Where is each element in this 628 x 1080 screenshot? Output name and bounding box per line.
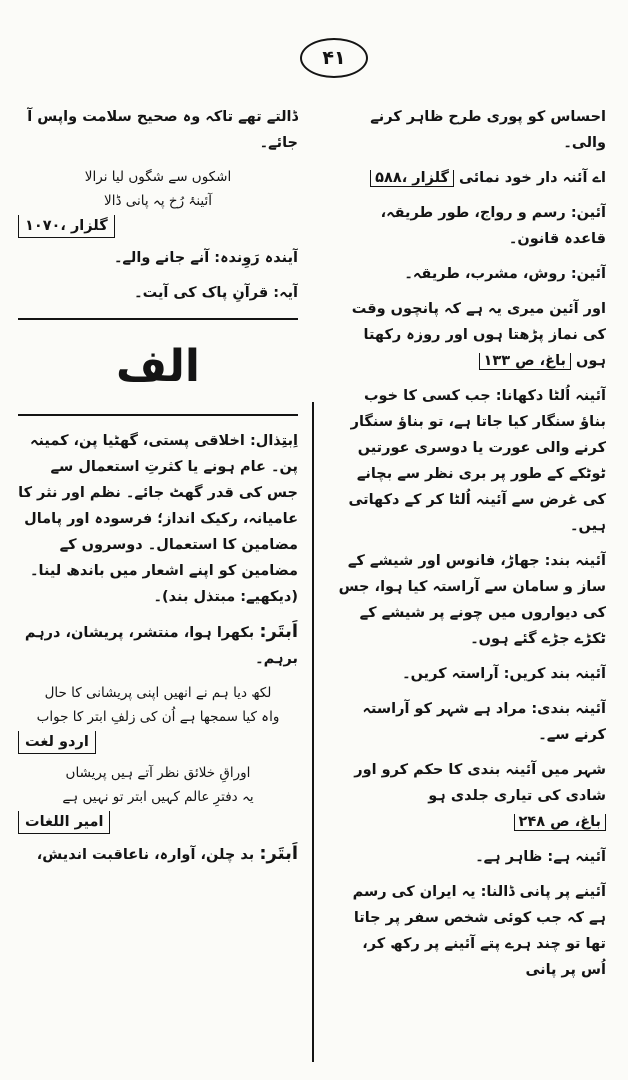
entry: [338, 661, 606, 687]
headword: آئین:: [570, 266, 606, 282]
entry-text: احساس کو پوری طرح ظاہر کرنے والی۔: [370, 109, 606, 151]
entry: [338, 844, 606, 870]
definition: جھاڑ، فانوس اور شیشے کے ساز و سامان سے آراستہ کیا ہوا، جس کی دیواروں میں چونے پر شیشے کے ٹکڑے جڑے گئے ہوں۔: [338, 553, 606, 647]
headword: آئین:: [570, 205, 606, 221]
section-rule: [18, 318, 298, 320]
entry: [338, 879, 606, 983]
verse-reference: [18, 809, 292, 835]
headword: آئینہ بند کریں:: [503, 666, 606, 682]
definition: اخلاقی پستی، گھٹیا پن، کمینہ پن۔ عام ہونے یا کثرتِ استعمال سے جس کی قدر گھٹ جائے۔ نظم اور نثر کا عامیانہ، رکیک انداز؛ فرسودہ اور پامال مضامین کا استعمال۔ دوسروں کے مضامین کو اپنے اشعار میں باندھ لینا۔ (دیکھیے: مبتذل بند)۔: [18, 433, 298, 605]
entry: [338, 200, 606, 252]
example-text: اور آئین میری یہ ہے کہ پانچوں وقت کی نماز پڑھتا ہوں اور روزہ رکھتا ہوں: [351, 301, 606, 369]
headword: آئینہ بندی:: [531, 701, 606, 717]
section-letter-heading: الف: [115, 341, 200, 392]
section-rule: [18, 414, 298, 416]
page-number: ۴۱: [300, 38, 368, 78]
entry: [338, 548, 606, 652]
reference: باغ، ص ۱۳۳: [479, 353, 571, 370]
verse-line: یہ دفترِ عالم کہیں ابتر تو نہیں ہے: [62, 789, 254, 805]
verse-line: آئینۂ رُخ پہ پانی ڈالا: [104, 193, 212, 209]
definition: روش، مشرب، طریقہ۔: [404, 266, 566, 282]
definition: رسم و رواج، طور طریقہ، قاعدہ قانون۔: [380, 205, 606, 247]
verse-reference: [18, 213, 292, 239]
headword: اَبتَر:: [259, 621, 298, 642]
entry: [338, 165, 606, 191]
headword: آئینہ بند:: [544, 553, 606, 569]
left-column: [18, 104, 298, 1068]
entry: [338, 104, 606, 156]
reference: اردو لغت: [18, 731, 96, 754]
reference: گلزار ،۵۸۸: [370, 170, 454, 187]
entry: [18, 280, 298, 306]
verse-line: اوراقِ خلائق نظر آتے ہیں پریشاں: [65, 765, 251, 781]
headword: آئینہ ہے:: [547, 849, 606, 865]
definition: یہ ایران کی رسم ہے کہ جب کوئی شخص سفر پر جاتا تھا تو چند ہرے پتے آئینے پر رکھ کر، اُس پر پانی: [352, 884, 606, 978]
definition: آراستہ کریں۔: [402, 666, 499, 682]
verse-line: لکھ دیا ہم نے انھیں اپنی پریشانی کا حال: [44, 685, 272, 701]
entry-continuation: [18, 104, 298, 156]
entry: [338, 696, 606, 748]
example-text: شہر میں آئینہ بندی کا حکم کرو اور شادی کی تیاری جلدی ہو: [354, 762, 606, 804]
entry: [338, 757, 606, 835]
continuation-text: ڈالتے تھے تاکہ وہ صحیح سلامت واپس آ جائے۔: [27, 109, 298, 151]
definition: مراد ہے شہر کو آراستہ کرنے سے۔: [362, 701, 606, 743]
definition: ظاہر ہے۔: [475, 849, 543, 865]
headword: آیہ:: [273, 285, 298, 301]
entry: [338, 296, 606, 374]
entry: [18, 245, 298, 271]
headword: آئینہ اُلٹا دکھانا:: [495, 388, 606, 404]
reference: امیر اللغات: [18, 811, 110, 834]
reference: گلزار ،۱۰۷۰: [18, 215, 115, 238]
entry: [338, 383, 606, 539]
definition: جب کسی کا خوب بناؤ سنگار کیا جاتا ہے، تو بناؤ سنگار کرنے والی عورت یا دوسری عورتیں ٹوٹکے کے طور پر بری نظر سے بچانے کی غرض سے آئینہ اُلٹا کر کے دکھاتی ہیں۔: [348, 388, 606, 534]
definition: بد چلن، آوارہ، ناعاقبت اندیش،: [36, 847, 255, 863]
verse-line: واہ کیا سمجھا ہے اُن کی زلفِ ابتر کا جواب: [36, 709, 280, 725]
entry-text: اے آئنہ دار خود نمائی: [459, 170, 606, 186]
column-divider: [312, 402, 314, 1062]
right-column: [338, 104, 606, 1068]
definition: آنے جانے والے۔: [113, 250, 210, 266]
headword: اِبتِذال:: [249, 433, 298, 449]
verse-line: اشکوں سے شگوں لیا نرالا: [84, 169, 232, 185]
headword: آئینے پر پانی ڈالنا:: [480, 884, 606, 900]
entry: [338, 261, 606, 287]
definition: قرآنِ پاک کی آیت۔: [134, 285, 269, 301]
headword: اَبتَر:: [259, 843, 298, 864]
reference: باغ، ص ۲۴۸: [514, 814, 606, 831]
verse-reference: [18, 729, 292, 755]
entry: [18, 619, 298, 672]
entry: [18, 841, 298, 868]
entry: [18, 428, 298, 610]
definition: بکھرا ہوا، منتشر، پریشان، درہم برہم۔: [24, 625, 298, 667]
headword: آیندہ رَوِندہ:: [214, 250, 298, 266]
